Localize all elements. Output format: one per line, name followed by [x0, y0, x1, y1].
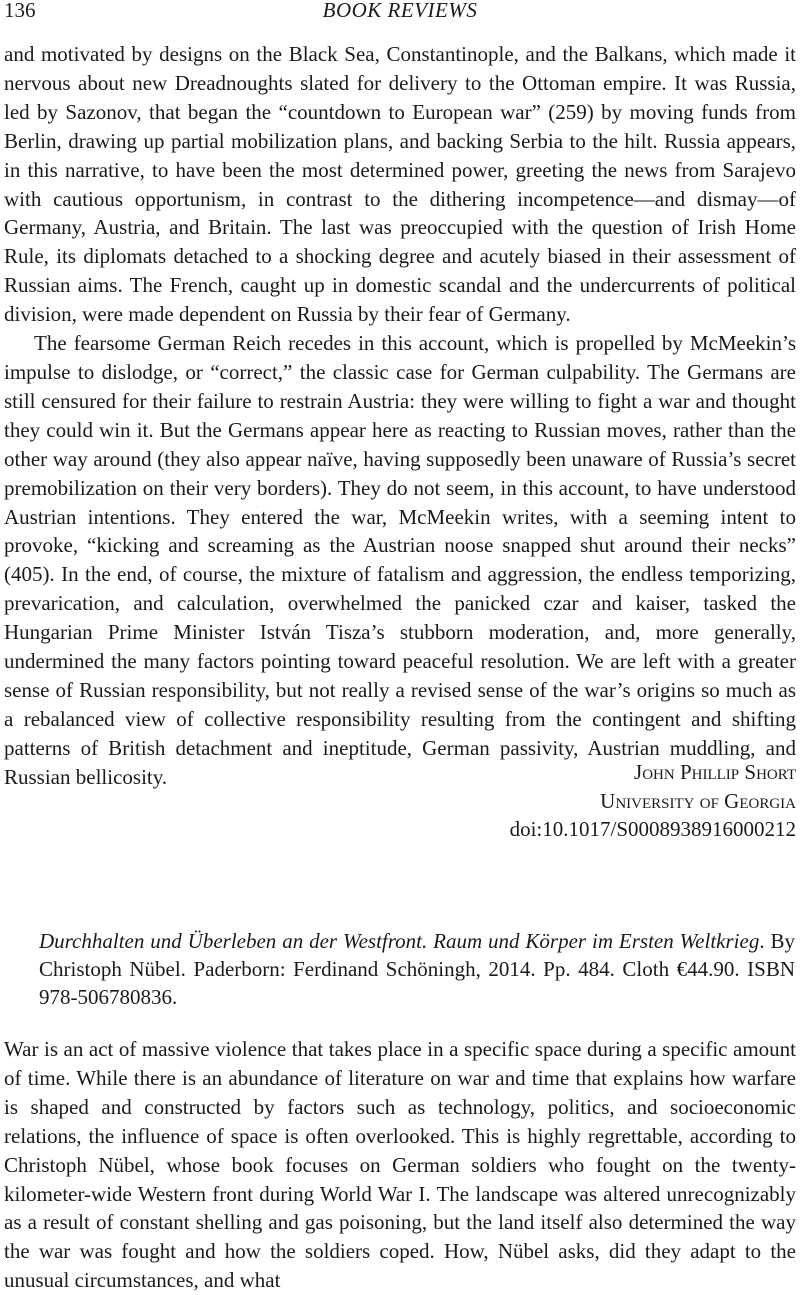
review-paragraph: War is an act of massive violence that takes place in a specific space during a specific amount of time. While there is an abundance of literature on war and time that explains how warfare is shaped and constructed by factors such as technology, politics, and socioeconomic relations, the influence of space is often overlooked. This is highly regrettable, according to Christoph Nübel, whose book focuses on German soldiers who fought on the twenty-kilometer-wide Western front during World War I. The landscape was altered unrecognizably as a result of constant shelling and gas poisoning, but the land itself also determined the way the war was fought and how the soldiers coped. How, Nübel asks, did they adapt to the unusual circumstances, and what [4, 1037, 796, 1293]
review-paragraph: and motivated by designs on the Black Sea, Constantinople, and the Balkans, which made it nervous about new Dreadnoughts slated for delivery to the Ottoman empire. It was Russia, led by Sazonov, that began the “countdown to European war” (259) by moving funds from Berlin, drawing up partial mobilization plans, and backing Serbia to the hilt. Russia appears, in this narrative, to have been the most determined power, greeting the news from Sarajevo with cautious opportunism, in contrast to the dithering incompetence—and dismay—of Germany, Austria, and Britain. The last was preoccupied with the question of Irish Home Rule, its diplomats detached to a shocking degree and acutely biased in their assessment of Russian aims. The French, caught up in domestic scandal and the undercurrents of political division, were made dependent on Russia by their fear of Germany. [4, 42, 796, 327]
previous-review-body [4, 40, 796, 792]
new-review-body [4, 1035, 796, 1295]
page-header [0, 0, 800, 24]
reviewer-affiliation: University of Georgia [600, 788, 796, 813]
running-head: BOOK REVIEWS [322, 0, 478, 22]
reviewer-name: John Phillip Short [634, 760, 796, 784]
book-title: Durchhalten und Überleben an der Westfront. Raum und Körper im Ersten Weltkrieg [39, 929, 760, 953]
reviewer-signature [510, 758, 796, 844]
doi-link[interactable]: doi:10.1017/S0008938916000212 [509, 817, 796, 841]
book-citation [39, 927, 795, 1011]
review-paragraph: The fearsome German Reich recedes in this account, which is propelled by McMeekin’s impulse to dislodge, or “correct,” the classic case for German culpability. The Germans are still censured for their failure to restrain Austria: they were willing to fight a war and thought they could win it. But the Germans appear here as reacting to Russian moves, rather than the other way around (they also appear naïve, having supposedly been unaware of Russia’s secret premobilization on their very borders). They do not seem, in this account, to have understood Austrian intentions. They entered the war, McMeekin writes, with a seeming intent to provoke, “kicking and screaming as the Austrian noose snapped shut around their necks” (405). In the end, of course, the mixture of fatalism and aggression, the endless temporizing, prevarication, and calculation, overwhelmed the panicked czar and kaiser, tasked the Hungarian Prime Minister István Tisza’s stubborn moderation, and, more generally, undermined the many factors pointing toward peaceful resolution. We are left with a greater sense of Russian responsibility, but not really a revised sense of the war’s origins so much as a rebalanced view of collective responsibility resulting from the contingent and shifting patterns of British detachment and ineptitude, German passivity, Austrian muddling, and Russian bellicosity. [4, 331, 796, 789]
page-number: 136 [4, 0, 36, 22]
book-details: . By Christoph Nübel. Paderborn: Ferdinand Schöningh, 2014. Pp. 484. Cloth €44.90. ISBN 978-506780836. [39, 929, 795, 1009]
